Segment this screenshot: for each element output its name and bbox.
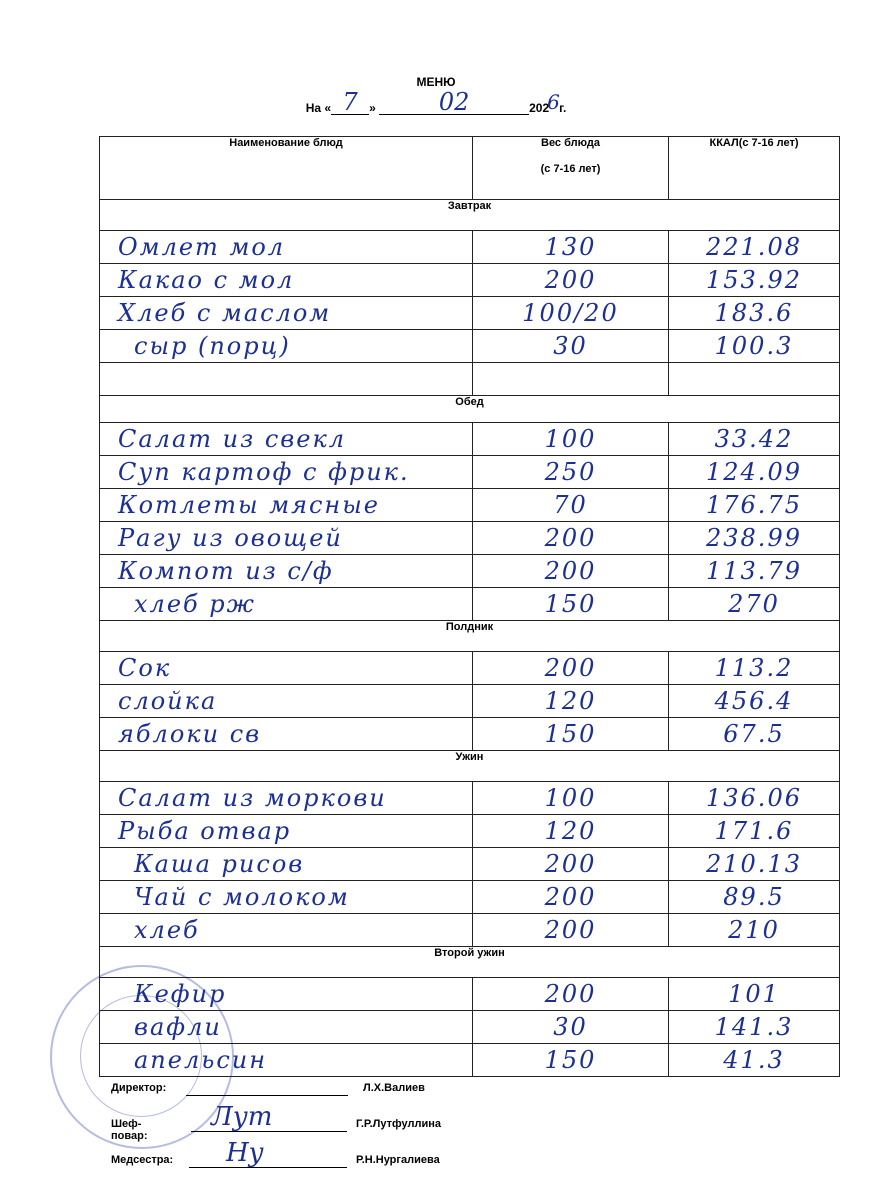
- dish-name: Кефир: [134, 980, 227, 1008]
- table-row: [100, 489, 840, 522]
- dish-weight: 30: [553, 1013, 588, 1041]
- col-weight-line2: (с 7-16 лет): [540, 163, 601, 175]
- dish-kcal: 33.42: [714, 425, 794, 453]
- dish-kcal: 183.6: [714, 299, 794, 327]
- nurse-sign-line: [189, 1167, 347, 1168]
- dish-name: сыр (порц): [134, 332, 291, 360]
- dish-kcal: 153.92: [706, 266, 802, 294]
- table-row: [100, 297, 840, 330]
- director-sign-line: [186, 1095, 348, 1096]
- dish-name: Хлеб с маслом: [118, 299, 332, 327]
- table-row: [100, 1011, 840, 1044]
- dish-weight: 200: [544, 883, 597, 911]
- dish-name: Рагу из овощей: [118, 524, 343, 552]
- date-mid: »: [369, 101, 376, 115]
- col-name-header: Наименование блюд: [100, 137, 473, 200]
- dish-kcal: 89.5: [723, 883, 785, 911]
- table-row: [100, 718, 840, 751]
- dish-kcal: 210.13: [706, 850, 802, 878]
- dish-name: Омлет мол: [118, 233, 286, 261]
- dish-weight: 100: [544, 784, 597, 812]
- dish-name: хлеб: [134, 916, 200, 944]
- dish-name: Сок: [118, 654, 172, 682]
- dish-weight: 150: [544, 590, 597, 618]
- table-row: [100, 782, 840, 815]
- table-row: [100, 978, 840, 1011]
- year-suffix: г.: [559, 101, 567, 115]
- table-row: [100, 1044, 840, 1077]
- section-dinner: Ужин: [100, 751, 840, 782]
- month-value: 02: [438, 88, 470, 116]
- table-row: [100, 330, 840, 363]
- section-breakfast: Завтрак: [100, 200, 840, 231]
- dish-kcal: 238.99: [706, 524, 802, 552]
- chef-label: Шеф-повар:: [111, 1118, 148, 1142]
- dish-kcal: 41.3: [723, 1046, 785, 1074]
- dish-weight: 200: [544, 850, 597, 878]
- table-row: [100, 652, 840, 685]
- dish-name: слойка: [118, 687, 218, 715]
- dish-weight: 200: [544, 916, 597, 944]
- col-weight-line1: Вес блюда: [541, 137, 600, 149]
- dish-weight: 120: [544, 817, 597, 845]
- nurse-name: Р.Н.Нургалиева: [356, 1154, 440, 1166]
- chef-name: Г.Р.Лутфуллина: [356, 1118, 441, 1130]
- table-row: [100, 264, 840, 297]
- dish-name: хлеб рж: [134, 590, 256, 618]
- date-prefix: На «: [305, 101, 332, 115]
- director-name: Л.Х.Валиев: [363, 1082, 425, 1094]
- dish-weight: 200: [544, 980, 597, 1008]
- col-kcal-header: ККАЛ(с 7-16 лет): [669, 137, 840, 200]
- dish-kcal: 124.09: [706, 458, 802, 486]
- nurse-signature: Ну: [226, 1138, 264, 1168]
- year-prefix: 202: [529, 101, 550, 115]
- day-value: 7: [342, 88, 358, 116]
- menu-table: [99, 136, 840, 1077]
- dish-kcal: 171.6: [714, 817, 794, 845]
- dish-kcal: 113.79: [706, 557, 802, 585]
- dish-kcal: 113.2: [714, 654, 794, 682]
- dish-name: Каша рисов: [134, 850, 305, 878]
- dish-weight: 70: [553, 491, 588, 519]
- table-row: [100, 555, 840, 588]
- day-blank: [331, 88, 369, 116]
- section-second-dinner: Второй ужин: [100, 947, 840, 978]
- dish-weight: 150: [544, 720, 597, 748]
- date-line: [0, 88, 872, 116]
- table-row: [100, 588, 840, 621]
- dish-weight: 120: [544, 687, 597, 715]
- dish-name: апельсин: [134, 1046, 268, 1074]
- dish-name: Компот из с/ф: [118, 557, 334, 585]
- dish-name: Какао с мол: [118, 266, 295, 294]
- dish-kcal: 141.3: [714, 1013, 794, 1041]
- director-label: Директор:: [111, 1082, 167, 1094]
- dish-weight: 200: [544, 524, 597, 552]
- table-header-row: [100, 137, 840, 200]
- section-lunch: Обед: [100, 396, 840, 423]
- table-row: [100, 914, 840, 947]
- dish-weight: 200: [544, 557, 597, 585]
- table-row-empty: [100, 363, 840, 396]
- col-weight-header: [473, 137, 669, 200]
- page-title: МЕНЮ: [416, 75, 456, 89]
- dish-kcal: 456.4: [714, 687, 794, 715]
- dish-name: Рыба отвар: [118, 817, 292, 845]
- table-row: [100, 522, 840, 555]
- dish-name: Салат из моркови: [118, 784, 387, 812]
- dish-weight: 30: [553, 332, 588, 360]
- dish-name: Салат из свекл: [118, 425, 347, 453]
- table-row: [100, 423, 840, 456]
- dish-kcal: 176.75: [706, 491, 802, 519]
- dish-kcal: 270: [728, 590, 780, 618]
- table-row: [100, 456, 840, 489]
- dish-name: яблоки св: [118, 720, 262, 748]
- section-snack: Полдник: [100, 621, 840, 652]
- table-row: [100, 881, 840, 914]
- table-row: [100, 231, 840, 264]
- dish-kcal: 210: [728, 916, 780, 944]
- dish-kcal: 136.06: [706, 784, 802, 812]
- dish-weight: 100: [544, 425, 597, 453]
- chef-signature: Лут: [211, 1102, 273, 1132]
- table-row: [100, 815, 840, 848]
- table-row: [100, 685, 840, 718]
- table-row: [100, 848, 840, 881]
- nurse-label: Медсестра:: [111, 1154, 174, 1166]
- dish-weight: 200: [544, 654, 597, 682]
- dish-kcal: 101: [728, 980, 780, 1008]
- dish-name: Суп картоф с фрик.: [118, 458, 410, 486]
- dish-name: вафли: [134, 1013, 222, 1041]
- dish-name: Котлеты мясные: [118, 491, 380, 519]
- dish-weight: 150: [544, 1046, 597, 1074]
- dish-kcal: 100.3: [714, 332, 794, 360]
- dish-kcal: 221.08: [706, 233, 802, 261]
- dish-weight: 250: [544, 458, 597, 486]
- dish-weight: 100/20: [522, 299, 619, 327]
- month-blank: [379, 88, 529, 116]
- dish-weight: 200: [544, 266, 597, 294]
- dish-kcal: 67.5: [723, 720, 785, 748]
- year-digit: 6: [547, 90, 560, 114]
- dish-name: Чай с молоком: [134, 883, 350, 911]
- dish-weight: 130: [544, 233, 597, 261]
